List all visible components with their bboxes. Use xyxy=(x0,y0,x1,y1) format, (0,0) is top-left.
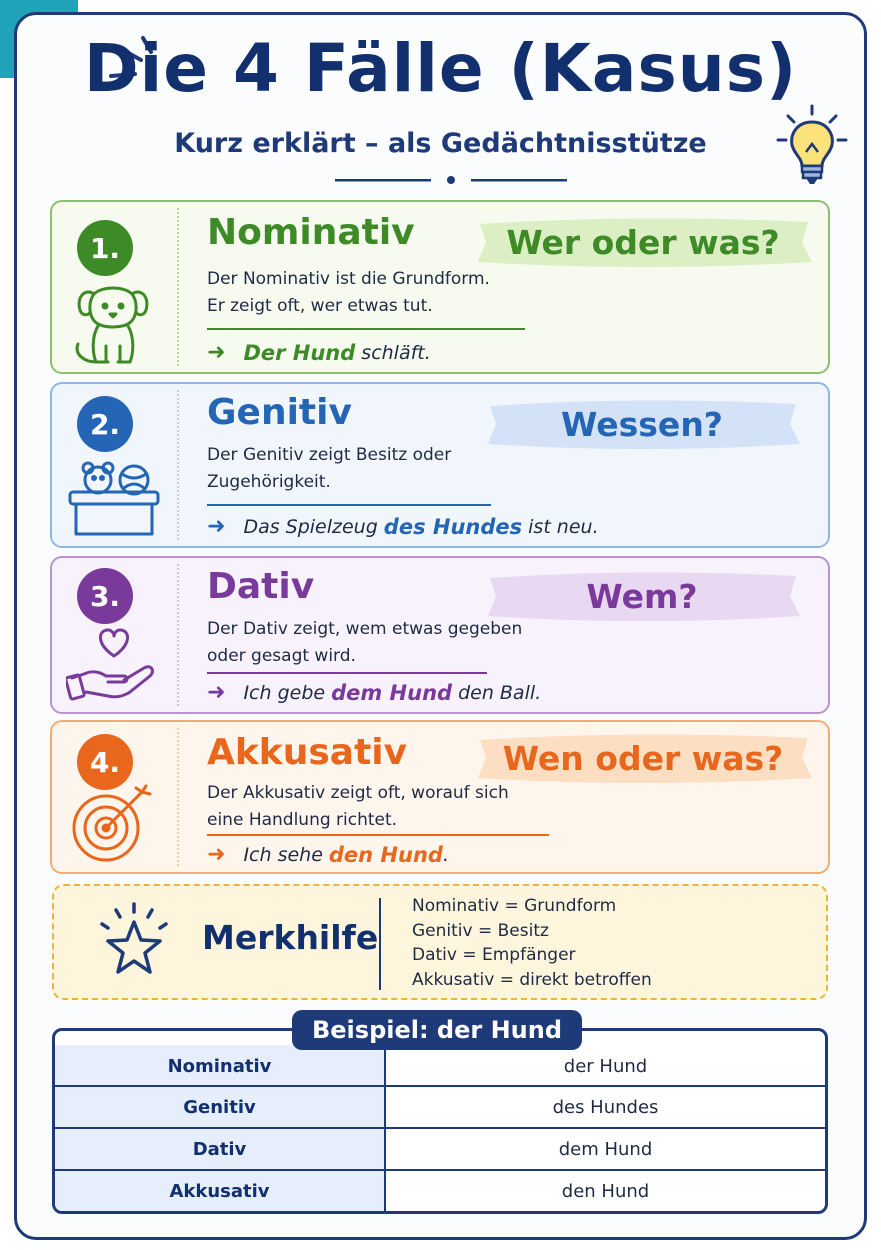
case-example xyxy=(207,340,431,365)
merkhilfe-item: Akkusativ = direkt betroffen xyxy=(412,969,652,990)
arrow-right-icon: ➜ xyxy=(207,340,226,365)
case-card-dativ xyxy=(50,556,830,714)
case-description-line: eine Handlung richtet. xyxy=(207,810,398,830)
case-number-badge: 4. xyxy=(77,734,133,790)
table-row xyxy=(55,1127,825,1169)
arrow-right-icon: ➜ xyxy=(207,514,226,539)
table-cell-form: der Hund xyxy=(563,1055,648,1077)
example-pre: Das Spielzeug xyxy=(243,515,378,538)
example-highlight: dem Hund xyxy=(331,680,453,705)
table-cell-case: Nominativ xyxy=(55,1045,386,1087)
case-description xyxy=(207,780,509,834)
example-pre: Ich sehe xyxy=(243,843,323,866)
case-example xyxy=(207,680,541,705)
table-row xyxy=(55,1085,825,1127)
table-row xyxy=(55,1045,825,1087)
case-name: Dativ xyxy=(207,566,315,607)
merkhilfe-item: Genitiv = Besitz xyxy=(412,920,549,941)
example-post: . xyxy=(442,843,449,866)
case-separator xyxy=(207,834,549,836)
case-description-line: Der Akkusativ zeigt oft, worauf sich xyxy=(207,783,509,803)
case-card-akkusativ xyxy=(50,720,830,874)
merkhilfe-list xyxy=(412,894,652,992)
case-separator xyxy=(207,672,487,674)
title-underline xyxy=(335,174,567,186)
example-pre: Ich gebe xyxy=(243,681,326,704)
example-table xyxy=(52,1028,828,1214)
case-description xyxy=(207,266,490,320)
case-description-line: oder gesagt wird. xyxy=(207,646,356,666)
case-description-line: Er zeigt oft, wer etwas tut. xyxy=(207,296,433,316)
table-cell-form: des Hundes xyxy=(552,1096,659,1118)
case-question-banner xyxy=(472,730,814,786)
case-question-banner xyxy=(482,568,802,624)
page-subtitle: Kurz erklärt – als Gedächtnisstütze xyxy=(174,128,707,159)
example-post: ist neu. xyxy=(528,515,599,538)
example-table-heading: Beispiel: der Hund xyxy=(292,1010,582,1050)
case-description-line: Der Genitiv zeigt Besitz oder xyxy=(207,445,452,465)
case-name: Nominativ xyxy=(207,212,415,253)
case-number-badge: 1. xyxy=(77,220,133,276)
case-example xyxy=(207,842,449,867)
dog-icon xyxy=(66,282,162,368)
case-question-banner xyxy=(472,214,814,270)
merkhilfe-item: Nominativ = Grundform xyxy=(412,896,617,916)
example-highlight: des Hundes xyxy=(383,514,523,539)
page-title: Die 4 Fälle (Kasus) xyxy=(83,30,798,107)
case-question: Wen oder was? xyxy=(502,738,784,778)
case-separator xyxy=(207,328,525,330)
merkhilfe-item: Dativ = Empfänger xyxy=(412,945,576,965)
lightbulb-icon xyxy=(772,100,852,190)
case-name: Akkusativ xyxy=(207,732,408,773)
example-highlight: den Hund xyxy=(328,842,443,867)
merkhilfe-box xyxy=(52,884,828,1000)
merkhilfe-separator xyxy=(379,898,381,990)
case-question: Wessen? xyxy=(561,404,723,444)
arrow-right-icon: ➜ xyxy=(207,842,226,867)
example-post: den Ball. xyxy=(458,681,542,704)
table-cell-case: Dativ xyxy=(55,1129,386,1169)
hand-heart-icon xyxy=(66,626,162,706)
case-question: Wer oder was? xyxy=(506,222,780,262)
example-post: schläft. xyxy=(361,341,431,364)
case-separator xyxy=(207,504,491,506)
case-example xyxy=(207,514,599,539)
table-cell-case: Akkusativ xyxy=(55,1171,386,1211)
table-row xyxy=(55,1169,825,1211)
arrow-right-icon: ➜ xyxy=(207,680,226,705)
case-question: Wem? xyxy=(586,576,698,616)
case-description-line: Der Nominativ ist die Grundform. xyxy=(207,269,490,289)
table-cell-form: dem Hund xyxy=(558,1138,653,1160)
target-icon xyxy=(66,784,162,864)
case-question-banner xyxy=(482,396,802,452)
case-description-line: Der Dativ zeigt, wem etwas gegeben xyxy=(207,619,523,639)
merkhilfe-title: Merkhilfe xyxy=(202,918,379,957)
star-icon xyxy=(94,900,174,984)
case-card-genitiv xyxy=(50,382,830,548)
toy-basket-icon xyxy=(66,454,162,540)
case-description-line: Zugehörigkeit. xyxy=(207,472,331,492)
example-highlight: Der Hund xyxy=(243,340,356,365)
case-description xyxy=(207,442,451,496)
case-number-badge: 3. xyxy=(77,568,133,624)
case-number-badge: 2. xyxy=(77,396,133,452)
table-cell-case: Genitiv xyxy=(55,1087,386,1127)
table-cell-form: den Hund xyxy=(561,1180,650,1202)
case-name: Genitiv xyxy=(207,392,352,433)
case-card-nominativ xyxy=(50,200,830,374)
case-description xyxy=(207,616,522,670)
